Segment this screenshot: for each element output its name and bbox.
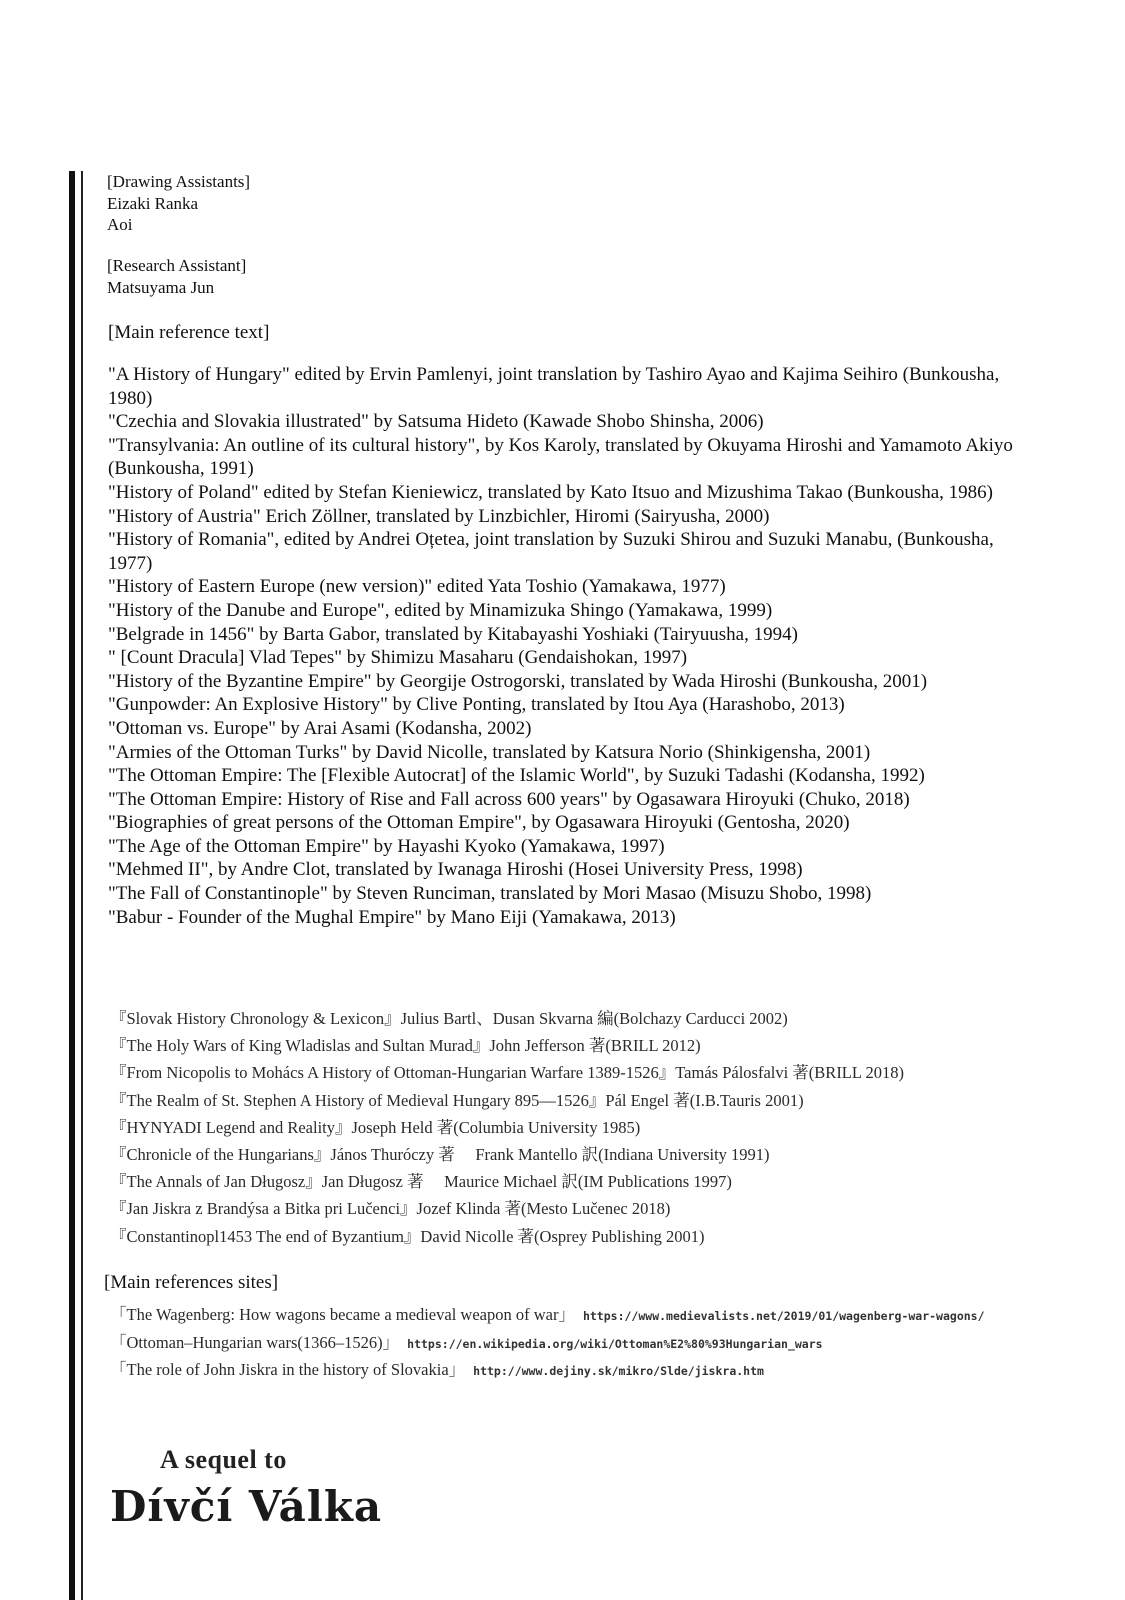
reference-entry: "Ottoman vs. Europe" by Arai Asami (Kodansha, 2002) (108, 717, 532, 739)
research-assistant-section (107, 255, 246, 298)
bracket-reference-entry: 『From Nicopolis to Mohács A History of Ottoman-Hungarian Warfare 1389-1526』Tamás Pálosfalvi 著(BRILL 2018) (110, 1063, 904, 1083)
bracket-reference-entry: 『Jan Jiskra z Brandýsa a Bitka pri Lučenci』Jozef Klinda 著(Mesto Lučenec 2018) (110, 1199, 671, 1219)
bracket-reference-entry: 『Chronicle of the Hungarians』János Thuróczy 著 Frank Mantello 訳(Indiana University 1991) (110, 1145, 770, 1165)
reference-entry: " [Count Dracula] Vlad Tepes" by Shimizu Masaharu (Gendaishokan, 1997) (108, 647, 688, 669)
reference-entry: "A History of Hungary" edited by Ervin Pamlenyi, joint translation by Tashiro Ayao and Kajima Seihiro (Bunkousha, 1980) (108, 364, 1000, 409)
bracket-reference-list (110, 1005, 904, 1250)
reference-entry: "Mehmed II", by Andre Clot, translated by Iwanaga Hiroshi (Hosei University Press, 1998) (108, 859, 803, 881)
reference-entry: "History of Poland" edited by Stefan Kieniewicz, translated by Kato Itsuo and Mizushima Takao (Bunkousha, 1986) (108, 481, 994, 503)
sequel-caption: A sequel to (160, 1445, 287, 1474)
reference-entry: "Biographies of great persons of the Ottoman Empire", by Ogasawara Hiroyuki (Gentosha, 2020) (108, 812, 850, 834)
site-url: https://www.medievalists.net/2019/01/wagenberg-war-wagons/ (582, 1309, 985, 1323)
research-assistant-name: Matsuyama Jun (107, 277, 215, 297)
drawing-assistants-section (107, 171, 250, 236)
bracket-reference-entry: 『Constantinopl1453 The end of Byzantium』David Nicolle 著(Osprey Publishing 2001) (110, 1226, 705, 1246)
reference-site-entry (110, 1357, 985, 1385)
reference-entry: "Babur - Founder of the Mughal Empire" by Mano Eiji (Yamakawa, 2013) (108, 906, 676, 928)
title-logo: Dívčí Válka (110, 1482, 383, 1531)
reference-entry: "The Age of the Ottoman Empire" by Hayashi Kyoko (Yamakawa, 1997) (108, 835, 665, 857)
site-url: https://en.wikipedia.org/wiki/Ottoman%E2%80%93Hungarian_wars (407, 1336, 823, 1351)
reference-entry: "Gunpowder: An Explosive History" by Clive Ponting, translated by Itou Aya (Harashobo, 2013) (108, 694, 845, 716)
reference-entry: "The Ottoman Empire: History of Rise and Fall across 600 years" by Ogasawara Hiroyuki (Chuko, 2018) (108, 788, 910, 810)
reference-site-entry (110, 1302, 985, 1330)
reference-entry: "History of the Danube and Europe", edited by Minamizuka Shingo (Yamakawa, 1999) (108, 599, 773, 621)
bracket-reference-entry: 『The Holy Wars of King Wladislas and Sultan Murad』John Jefferson 著(BRILL 2012) (110, 1036, 701, 1056)
research-assistant-heading: [Research Assistant] (107, 256, 247, 275)
reference-entry: "History of Austria" Erich Zöllner, translated by Linzbichler, Hiromi (Sairyusha, 2000) (108, 505, 770, 527)
reference-entry: "The Ottoman Empire: The [Flexible Autocrat] of the Islamic World", by Suzuki Tadashi (Kodansha, 1992) (108, 765, 925, 787)
main-reference-sites-heading: [Main references sites] (104, 1272, 279, 1293)
site-title: 「Ottoman–Hungarian wars(1366–1526)」 (110, 1332, 400, 1352)
reference-entry: "Czechia and Slovakia illustrated" by Satsuma Hideto (Kawade Shobo Shinsha, 2006) (108, 411, 764, 433)
reference-site-list (110, 1302, 985, 1385)
site-url: http://www.dejiny.sk/mikro/Slde/jiskra.htm (473, 1364, 764, 1378)
site-title: 「The role of John Jiskra in the history of Slovakia」 (110, 1360, 466, 1379)
left-border-thick-rule (69, 171, 75, 1600)
reference-entry: "Belgrade in 1456" by Barta Gabor, translated by Kitabayashi Yoshiaki (Tairyuusha, 1994) (108, 623, 798, 645)
bracket-reference-entry: 『HYNYADI Legend and Reality』Joseph Held 著(Columbia University 1985) (110, 1117, 641, 1137)
site-title: 「The Wagenberg: How wagons became a medieval weapon of war」 (110, 1305, 575, 1324)
reference-entry: "Armies of the Ottoman Turks" by David Nicolle, translated by Katsura Norio (Shinkigensha, 2001) (108, 741, 871, 763)
reference-entry: "History of Romania", edited by Andrei Oțetea, joint translation by Suzuki Shirou and Suzuki Manabu, (Bunkousha, 1977) (108, 529, 994, 574)
reference-site-entry (110, 1330, 985, 1358)
drawing-assistant-name: Eizaki Ranka (107, 193, 199, 213)
reference-entry: "The Fall of Constantinople" by Steven Runciman, translated by Mori Masao (Misuzu Shobo, 1998) (108, 883, 872, 905)
bracket-reference-entry: 『The Realm of St. Stephen A History of Medieval Hungary 895―1526』Pál Engel 著(I.B.Tauris 2001) (110, 1090, 804, 1110)
reference-entry: "History of the Byzantine Empire" by Georgije Ostrogorski, translated by Wada Hiroshi (Bunkousha, 2001) (108, 670, 928, 692)
bracket-reference-entry: 『The Annals of Jan Długosz』Jan Długosz 著 Maurice Michael 訳(IM Publications 1997) (110, 1172, 732, 1192)
reference-entry: "Transylvania: An outline of its cultural history", by Kos Karoly, translated by Okuyama Hiroshi and Yamamoto Akiyo (Bunkousha, 1991) (108, 434, 1013, 480)
reference-entry: "History of Eastern Europe (new version)" edited Yata Toshio (Yamakawa, 1977) (108, 576, 726, 598)
reference-book-list (108, 363, 1018, 929)
bracket-reference-entry: 『Slovak History Chronology & Lexicon』Julius Bartl、Dusan Skvarna 編(Bolchazy Carducci 2002) (110, 1009, 788, 1028)
left-border-thin-rule (81, 171, 83, 1600)
drawing-assistant-name: Aoi (107, 215, 133, 234)
drawing-assistants-heading: [Drawing Assistants] (107, 172, 251, 191)
main-reference-text-heading: [Main reference text] (108, 322, 270, 343)
